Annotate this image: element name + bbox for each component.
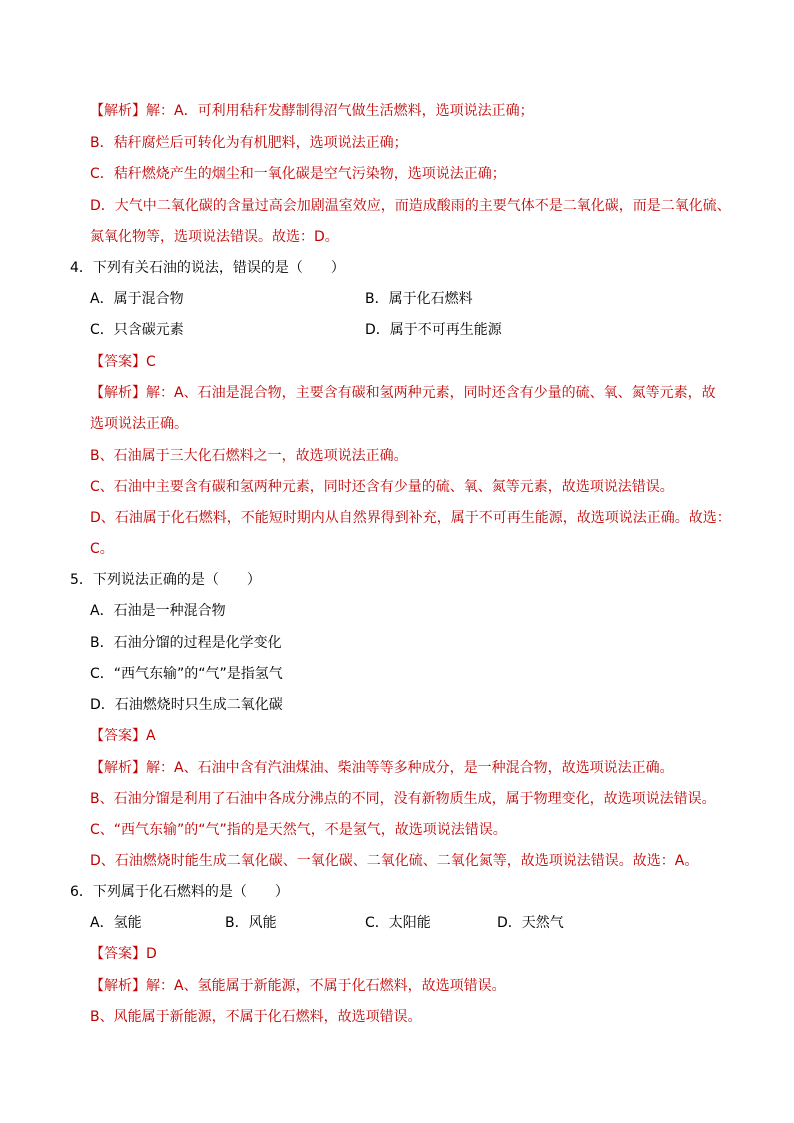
q3-analysis-line-a [90,101,534,121]
q3-analysis-b: B．秸秆腐烂后可转化为有机肥料，选项说法正确； [90,135,408,151]
q6-option-a: A．氢能 [90,915,142,931]
q6-option-d: D．天然气 [497,915,564,931]
q3-analysis-d2: 氮氧化物等，选项说法错误。故选：D。 [90,229,339,245]
q6-option-b: B．风能 [225,915,277,931]
q6-stem: 6．下列属于化石燃料的是（ ） [70,884,289,900]
answer-tag: 【答案】 [90,728,146,744]
q4-analysis-b: B、石油属于三大化石燃料之一，故选项说法正确。 [90,448,408,464]
q4-analysis-a1: 解：A、石油是混合物，主要含有碳和氢两种元素，同时还含有少量的硫、氧、氮等元素，故 [146,385,716,401]
q4-analysis-d2: C。 [90,541,114,557]
q4-answer: C [146,354,156,370]
q5-option-b: B．石油分馏的过程是化学变化 [90,635,282,651]
analysis-tag: 【解析】 [90,385,146,401]
q4-option-c: C．只含碳元素 [90,322,184,338]
q4-analysis-c: C、石油中主要含有碳和氢两种元素，同时还含有少量的硫、氧、氮等元素，故选项说法错误。 [90,479,674,495]
q3-analysis-a: 解：A．可利用秸秆发酵制得沼气做生活燃料，选项说法正确； [146,103,534,119]
q6-answer: D [146,946,157,962]
q4-analysis-d1: D、石油属于化石燃料，不能短时期内从自然界得到补充，属于不可再生能源，故选项说法正确。故选： [90,510,731,526]
q4-analysis-a2: 选项说法正确。 [90,416,188,432]
q5-answer: A [146,728,156,744]
q4-answer-line [90,352,156,372]
q4-option-a: A．属于混合物 [90,291,184,307]
q6-analysis-line-a [90,976,506,996]
q3-analysis-c: C．秸秆燃烧产生的烟尘和一氧化碳是空气污染物，选项说法正确； [90,166,506,182]
q6-analysis-b: B、风能属于新能源，不属于化石燃料，故选项错误。 [90,1009,422,1025]
answer-tag: 【答案】 [90,946,146,962]
q5-analysis-a: 解：A、石油中含有汽油煤油、柴油等等多种成分，是一种混合物，故选项说法正确。 [146,760,674,776]
q4-stem: 4．下列有关石油的说法，错误的是（ ） [70,260,345,276]
q5-option-d: D．石油燃烧时只生成二氧化碳 [90,697,283,713]
q5-stem: 5．下列说法正确的是（ ） [70,572,261,588]
q5-analysis-line-a [90,758,674,778]
analysis-tag: 【解析】 [90,978,146,994]
q6-answer-line [90,944,157,964]
q5-analysis-b: B、石油分馏是利用了石油中各成分沸点的不同，没有新物质生成，属于物理变化，故选项说法错误。 [90,791,716,807]
q5-analysis-c: C、“西气东输”的“气”指的是天然气，不是氢气，故选项说法错误。 [90,822,507,838]
q4-option-b: B．属于化石燃料 [365,291,473,307]
q3-analysis-d1: D．大气中二氧化碳的含量过高会加剧温室效应，而造成酸雨的主要气体不是二氧化碳，而是二氧化硫、 [90,198,731,214]
q6-analysis-a: 解：A、氢能属于新能源，不属于化石燃料，故选项错误。 [146,978,506,994]
analysis-tag: 【解析】 [90,103,146,119]
q6-option-c: C．太阳能 [365,915,431,931]
q5-analysis-d: D、石油燃烧时能生成二氧化碳、一氧化碳、二氧化硫、二氧化氮等，故选项说法错误。故选：A。 [90,853,699,869]
q4-option-d: D．属于不可再生能源 [365,322,502,338]
q5-option-a: A．石油是一种混合物 [90,603,226,619]
analysis-tag: 【解析】 [90,760,146,776]
q4-analysis-line-a1 [90,383,716,403]
q5-option-c: C．“西气东输”的“气”是指氢气 [90,666,283,682]
q5-answer-line [90,726,156,746]
answer-tag: 【答案】 [90,354,146,370]
